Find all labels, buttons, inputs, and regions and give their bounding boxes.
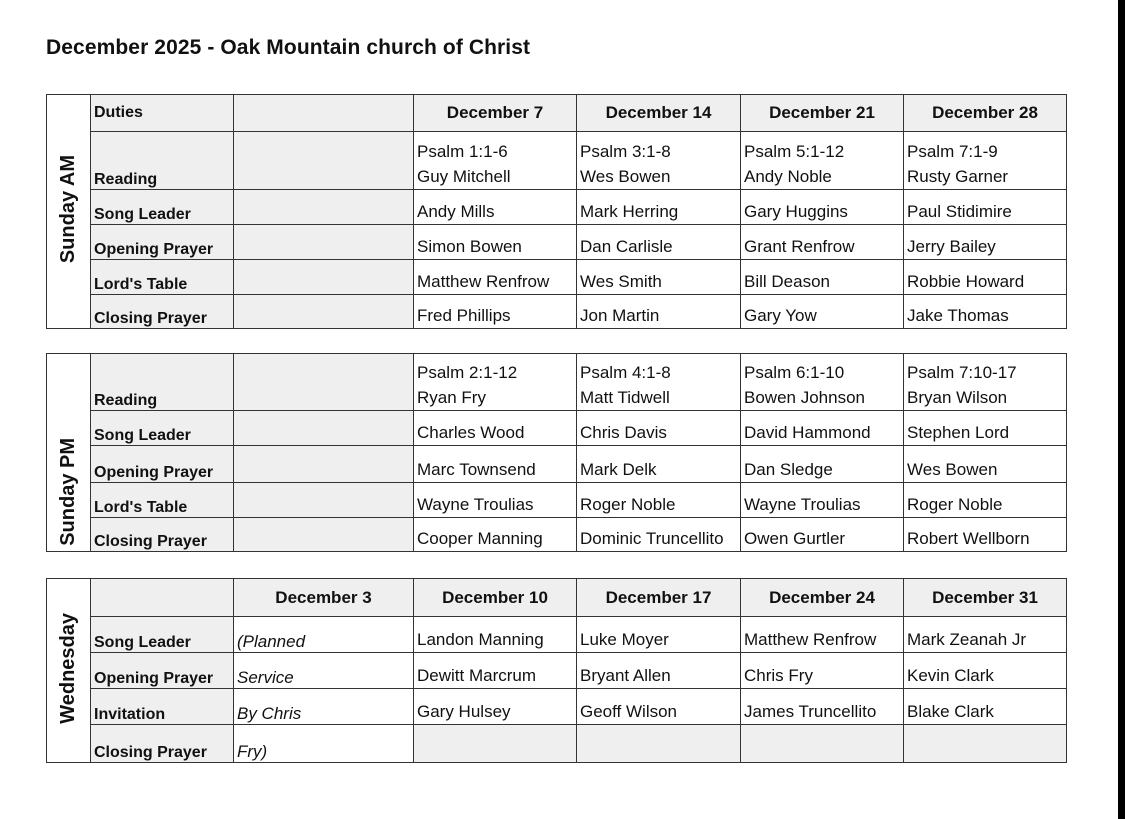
row-label: Opening Prayer xyxy=(91,653,234,689)
date-header: December 31 xyxy=(904,579,1067,617)
name-cell: Mark Herring xyxy=(577,190,741,225)
name-cell: Gary Yow xyxy=(741,295,904,329)
blank-cell xyxy=(234,190,414,225)
duty-row xyxy=(47,295,1067,329)
reading-cell: Psalm 4:1-8 Matt Tidwell xyxy=(577,354,741,411)
name-cell: Bryant Allen xyxy=(577,653,741,689)
date-header: December 7 xyxy=(414,95,577,132)
name-cell: James Truncellito xyxy=(741,689,904,725)
empty-cell xyxy=(741,725,904,763)
blank-cell xyxy=(91,579,234,617)
page-title: December 2025 - Oak Mountain church of Christ xyxy=(46,36,531,59)
name-cell: Cooper Manning xyxy=(414,518,577,552)
reading-row xyxy=(47,354,1067,411)
row-label: Reading xyxy=(91,354,234,411)
name-cell: Matthew Renfrow xyxy=(414,260,577,295)
empty-cell xyxy=(577,725,741,763)
name-cell: Paul Stidimire xyxy=(904,190,1067,225)
name-cell: Roger Noble xyxy=(577,483,741,518)
row-label: Closing Prayer xyxy=(91,725,234,763)
blank-cell xyxy=(234,295,414,329)
name-cell: Matthew Renfrow xyxy=(741,617,904,653)
name-cell: Wayne Troulias xyxy=(741,483,904,518)
name-cell: Gary Huggins xyxy=(741,190,904,225)
duty-row xyxy=(47,225,1067,260)
name-cell: Dewitt Marcrum xyxy=(414,653,577,689)
duty-row xyxy=(47,446,1067,483)
reading-cell: Psalm 7:1-9 Rusty Garner xyxy=(904,132,1067,190)
name-cell: Luke Moyer xyxy=(577,617,741,653)
date-header: December 28 xyxy=(904,95,1067,132)
name-cell: Andy Mills xyxy=(414,190,577,225)
row-label: Song Leader xyxy=(91,617,234,653)
name-cell: Robert Wellborn xyxy=(904,518,1067,552)
date-header: December 3 xyxy=(234,579,414,617)
row-label: Closing Prayer xyxy=(91,295,234,329)
name-cell: Landon Manning xyxy=(414,617,577,653)
date-header: December 21 xyxy=(741,95,904,132)
date-header: December 24 xyxy=(741,579,904,617)
duty-row xyxy=(47,689,1067,725)
window-edge xyxy=(1118,0,1125,819)
duty-row xyxy=(47,518,1067,552)
name-cell: Wes Bowen xyxy=(904,446,1067,483)
name-cell: Grant Renfrow xyxy=(741,225,904,260)
duty-row xyxy=(47,411,1067,446)
name-cell: Mark Zeanah Jr xyxy=(904,617,1067,653)
name-cell: David Hammond xyxy=(741,411,904,446)
row-label: Song Leader xyxy=(91,411,234,446)
wednesday-side-label: Wednesday xyxy=(47,579,91,763)
blank-cell xyxy=(234,518,414,552)
name-cell: Owen Gurtler xyxy=(741,518,904,552)
row-label: Reading xyxy=(91,132,234,190)
empty-cell xyxy=(414,725,577,763)
row-label: Song Leader xyxy=(91,190,234,225)
row-label: Closing Prayer xyxy=(91,518,234,552)
name-cell: Roger Noble xyxy=(904,483,1067,518)
name-cell: Dan Carlisle xyxy=(577,225,741,260)
sunday-pm-table xyxy=(46,353,1067,552)
name-cell: Bill Deason xyxy=(741,260,904,295)
name-cell: Jake Thomas xyxy=(904,295,1067,329)
reading-cell: Psalm 5:1-12 Andy Noble xyxy=(741,132,904,190)
name-cell: Blake Clark xyxy=(904,689,1067,725)
name-cell: Kevin Clark xyxy=(904,653,1067,689)
duty-row xyxy=(47,725,1067,763)
row-label: Lord's Table xyxy=(91,260,234,295)
blank-cell xyxy=(234,95,414,132)
name-cell: Wayne Troulias xyxy=(414,483,577,518)
wednesday-header-row xyxy=(47,579,1067,617)
note-cell: By Chris xyxy=(234,689,414,725)
blank-cell xyxy=(234,354,414,411)
duty-row xyxy=(47,483,1067,518)
reading-cell: Psalm 3:1-8 Wes Bowen xyxy=(577,132,741,190)
name-cell: Charles Wood xyxy=(414,411,577,446)
row-label: Invitation xyxy=(91,689,234,725)
name-cell: Mark Delk xyxy=(577,446,741,483)
note-cell: Service xyxy=(234,653,414,689)
reading-cell: Psalm 7:10-17 Bryan Wilson xyxy=(904,354,1067,411)
name-cell: Chris Davis xyxy=(577,411,741,446)
reading-row xyxy=(47,132,1067,190)
name-cell: Jerry Bailey xyxy=(904,225,1067,260)
row-label: Lord's Table xyxy=(91,483,234,518)
duty-row xyxy=(47,617,1067,653)
reading-cell: Psalm 1:1-6 Guy Mitchell xyxy=(414,132,577,190)
blank-cell xyxy=(234,225,414,260)
name-cell: Gary Hulsey xyxy=(414,689,577,725)
name-cell: Geoff Wilson xyxy=(577,689,741,725)
blank-cell xyxy=(234,260,414,295)
sunday-pm-side-label: Sunday PM xyxy=(47,354,91,552)
date-header: December 14 xyxy=(577,95,741,132)
note-cell: (Planned xyxy=(234,617,414,653)
name-cell: Dan Sledge xyxy=(741,446,904,483)
name-cell: Dominic Truncellito xyxy=(577,518,741,552)
blank-cell xyxy=(234,132,414,190)
name-cell: Simon Bowen xyxy=(414,225,577,260)
duties-header: Duties xyxy=(91,95,234,132)
wednesday-table xyxy=(46,578,1067,763)
name-cell: Marc Townsend xyxy=(414,446,577,483)
row-label: Opening Prayer xyxy=(91,446,234,483)
duty-row xyxy=(47,260,1067,295)
duty-row xyxy=(47,190,1067,225)
reading-cell: Psalm 2:1-12 Ryan Fry xyxy=(414,354,577,411)
blank-cell xyxy=(234,483,414,518)
date-header: December 17 xyxy=(577,579,741,617)
name-cell: Fred Phillips xyxy=(414,295,577,329)
sunday-am-header-row xyxy=(47,95,1067,132)
duty-row xyxy=(47,653,1067,689)
sunday-am-table xyxy=(46,94,1067,329)
name-cell: Wes Smith xyxy=(577,260,741,295)
row-label: Opening Prayer xyxy=(91,225,234,260)
empty-cell xyxy=(904,725,1067,763)
date-header: December 10 xyxy=(414,579,577,617)
name-cell: Jon Martin xyxy=(577,295,741,329)
note-cell: Fry) xyxy=(234,725,414,763)
name-cell: Robbie Howard xyxy=(904,260,1067,295)
name-cell: Stephen Lord xyxy=(904,411,1067,446)
name-cell: Chris Fry xyxy=(741,653,904,689)
blank-cell xyxy=(234,446,414,483)
reading-cell: Psalm 6:1-10 Bowen Johnson xyxy=(741,354,904,411)
sunday-am-side-label: Sunday AM xyxy=(47,95,91,329)
blank-cell xyxy=(234,411,414,446)
